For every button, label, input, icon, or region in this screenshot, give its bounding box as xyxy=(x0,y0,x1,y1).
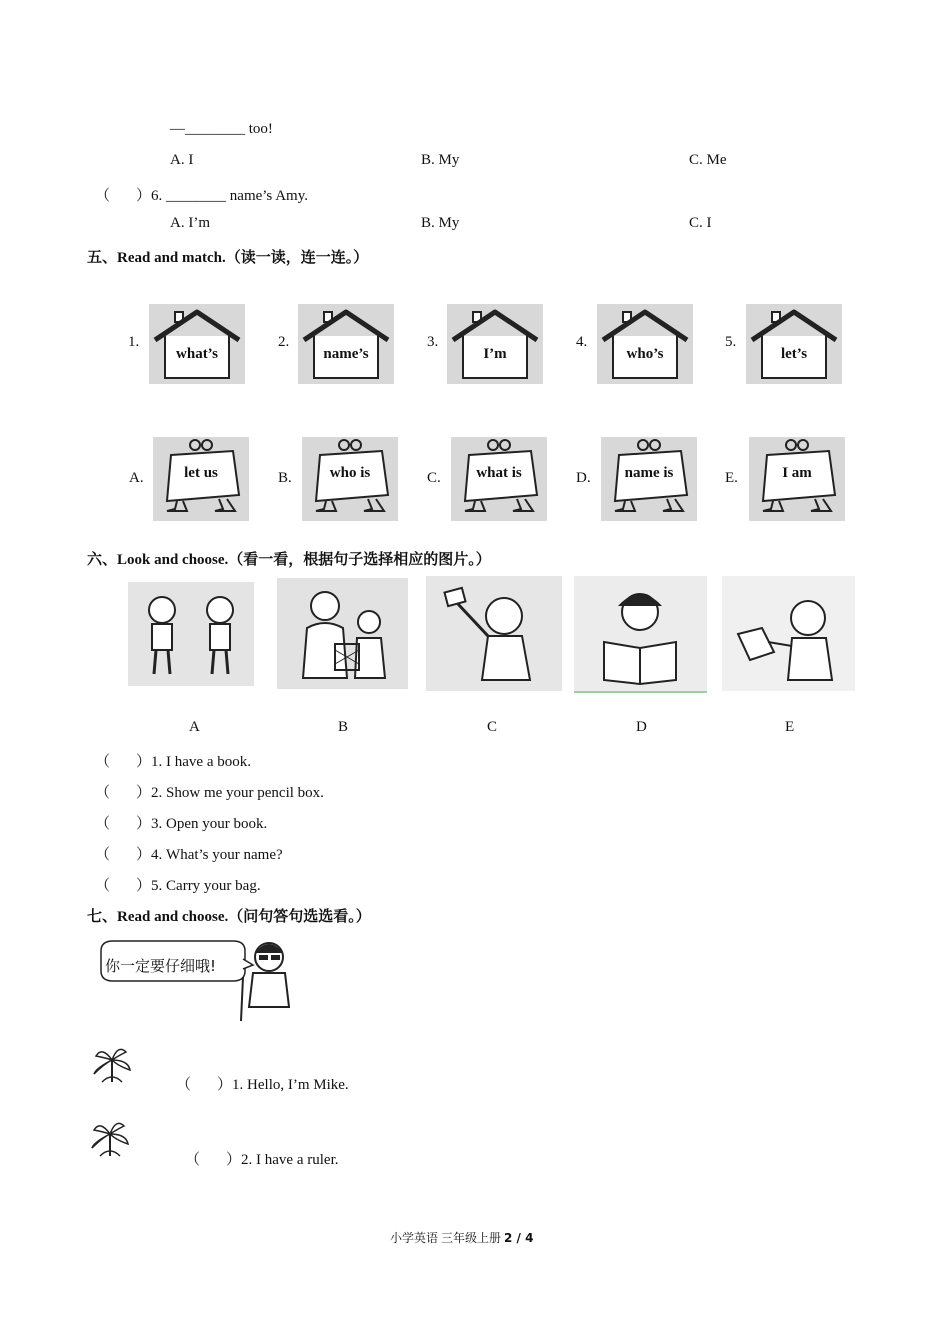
sign-word: I am xyxy=(782,465,812,481)
answer-paren[interactable]: （ xyxy=(95,847,111,863)
answer-paren[interactable]: （ xyxy=(95,816,111,832)
answer-paren[interactable]: （ xyxy=(95,754,111,770)
sign-word: name is xyxy=(624,465,674,481)
q6-option-a: A. I’m xyxy=(170,215,210,231)
picture-label-d: D xyxy=(636,719,647,735)
section6-title: 六、Look and choose.（看一看，根据句子选择相应的图片。） xyxy=(87,552,491,568)
house-word: name’s xyxy=(323,346,369,362)
question-number: ）6. xyxy=(136,188,163,204)
sign-word: who is xyxy=(329,465,371,481)
q6-question xyxy=(95,184,308,205)
house-card[interactable] xyxy=(298,304,394,384)
q5-option-b: B. My xyxy=(421,152,460,168)
question-text: ________ name’s Amy. xyxy=(166,188,308,204)
house-word: let’s xyxy=(780,346,808,362)
q6-option-b: B. My xyxy=(421,215,460,231)
house-number: 5. xyxy=(725,334,737,350)
house-number: 1. xyxy=(128,334,140,350)
flower-icon xyxy=(86,1116,134,1160)
section7-title: 七、Read and choose.（问句答句选选看。） xyxy=(87,909,371,925)
answer-paren[interactable]: （ xyxy=(95,785,111,801)
question-text: What’s your name? xyxy=(166,847,283,863)
question-number: ）5. xyxy=(136,878,163,894)
answer-paren[interactable]: （ xyxy=(95,188,111,204)
q5-option-a: A. I xyxy=(170,152,194,168)
answer-paren[interactable]: （ xyxy=(95,878,111,894)
picture-open-book[interactable] xyxy=(574,576,707,693)
picture-label-a: A xyxy=(189,719,200,735)
q6-option-c: C. I xyxy=(689,215,712,231)
house-number: 3. xyxy=(427,334,439,350)
house-word: I’m xyxy=(483,346,507,362)
sign-letter: C. xyxy=(427,470,441,486)
teacher-illustration xyxy=(93,937,303,1025)
question-number: ）3. xyxy=(136,816,163,832)
house-word: who’s xyxy=(626,346,664,362)
question-number: ）1. xyxy=(217,1077,244,1093)
picture-two-boys[interactable] xyxy=(128,582,254,686)
page-number: 2 / 4 xyxy=(504,1231,534,1245)
s6-question xyxy=(95,781,324,802)
picture-label-c: C xyxy=(487,719,498,735)
house-number: 4. xyxy=(576,334,588,350)
answer-paren[interactable]: （ xyxy=(185,1152,201,1168)
flower-icon xyxy=(88,1042,136,1086)
s7-question-1 xyxy=(176,1073,349,1094)
s6-question xyxy=(95,812,267,833)
house-word: what’s xyxy=(176,346,218,362)
sign-letter: A. xyxy=(129,470,144,486)
q5-option-c: C. Me xyxy=(689,152,727,168)
answer-paren[interactable]: （ xyxy=(176,1077,192,1093)
page-footer xyxy=(390,1229,533,1246)
sign-card[interactable] xyxy=(451,437,547,521)
house-card[interactable] xyxy=(149,304,245,384)
picture-carry-bag[interactable] xyxy=(277,578,408,689)
picture-book-holder[interactable] xyxy=(722,576,855,691)
sign-card[interactable] xyxy=(601,437,697,521)
picture-label-e: E xyxy=(785,719,795,735)
question-number: ）2. xyxy=(226,1152,253,1168)
s7-question-2 xyxy=(185,1148,339,1169)
sign-letter: D. xyxy=(576,470,591,486)
sign-letter: B. xyxy=(278,470,292,486)
house-card[interactable] xyxy=(597,304,693,384)
sign-card[interactable] xyxy=(302,437,398,521)
question-text: I have a book. xyxy=(166,754,251,770)
house-card[interactable] xyxy=(746,304,842,384)
question-text: Open your book. xyxy=(166,816,268,832)
s6-question xyxy=(95,843,283,864)
q5-answer-line: —________ too! xyxy=(170,121,273,137)
s6-question xyxy=(95,750,251,771)
question-number: ）4. xyxy=(136,847,163,863)
question-text: I have a ruler. xyxy=(256,1152,339,1168)
sign-card[interactable] xyxy=(153,437,249,521)
question-text: Show me your pencil box. xyxy=(166,785,324,801)
picture-label-b: B xyxy=(338,719,349,735)
s6-question xyxy=(95,874,261,895)
sign-word: let us xyxy=(184,465,218,481)
sign-letter: E. xyxy=(725,470,738,486)
picture-show-pencil-box[interactable] xyxy=(426,576,562,691)
question-text: Hello, I’m Mike. xyxy=(247,1077,349,1093)
speech-bubble-text: 你一定要仔细哦! xyxy=(105,957,217,975)
question-text: Carry your bag. xyxy=(166,878,261,894)
sign-card[interactable] xyxy=(749,437,845,521)
house-number: 2. xyxy=(278,334,290,350)
question-number: ）1. xyxy=(136,754,163,770)
section5-title: 五、Read and match.（读一读，连一连。） xyxy=(87,250,369,266)
footer-text: 小学英语 三年级上册 xyxy=(390,1231,502,1245)
question-number: ）2. xyxy=(136,785,163,801)
house-card[interactable] xyxy=(447,304,543,384)
sign-word: what is xyxy=(476,465,522,481)
